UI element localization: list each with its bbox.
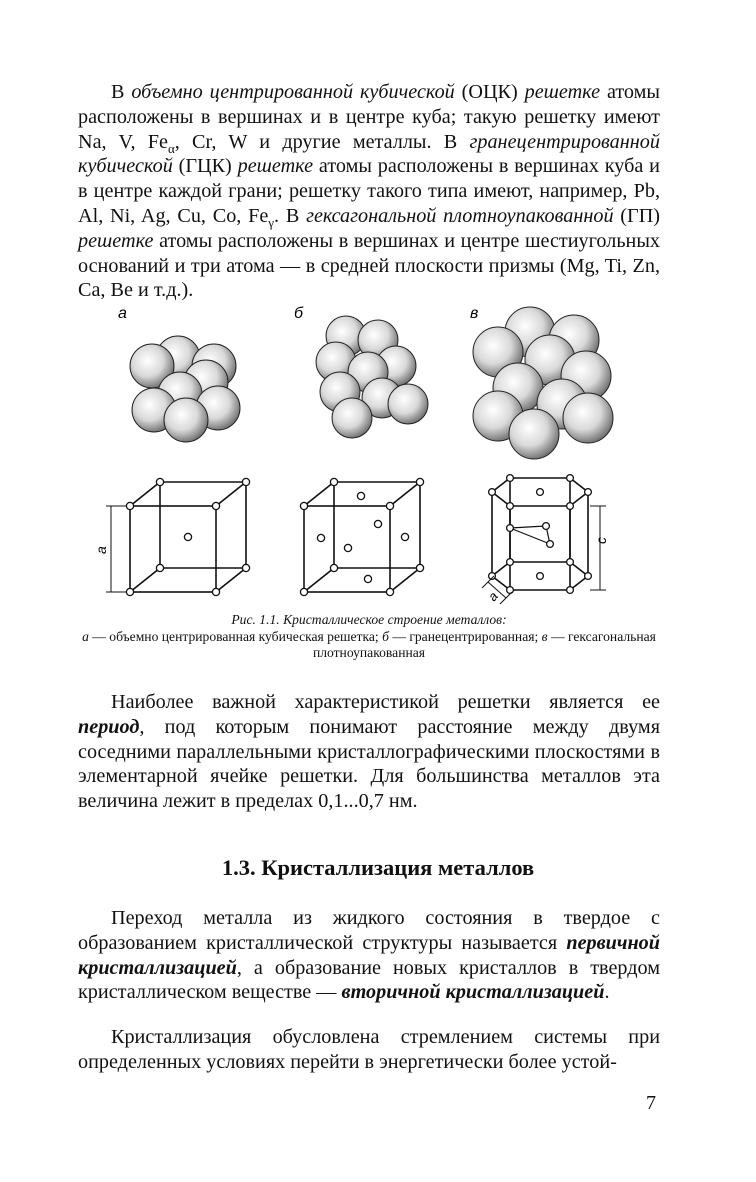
text-segment: гексагональной плотноупакованной xyxy=(306,204,614,227)
text-segment: , Cr, W и другие металлы. В xyxy=(174,130,470,153)
text-segment: . xyxy=(604,981,610,1004)
paragraph-lattice-period xyxy=(78,690,660,814)
text-segment: вторичной кристаллизацией xyxy=(341,981,605,1004)
dimension-label-a-left: а xyxy=(93,546,109,554)
dimension-label-c: с xyxy=(593,537,609,544)
caption-title xyxy=(78,612,660,629)
text-segment: α xyxy=(167,140,175,156)
hcp-atom-model xyxy=(473,307,613,459)
text-segment: (ГП) xyxy=(613,204,661,227)
fcc-unit-cell xyxy=(300,478,423,595)
text-segment: , под которым понимают расстояние между двумя соседними параллельными кристаллографическими плоскостями в элементарной ячейке решетки. Для большинства металлов эта величина лежит в пределах 0,1...0,7 нм. xyxy=(78,715,660,813)
paragraph-crystallization-definition xyxy=(78,906,660,1005)
caption-items xyxy=(82,629,656,661)
text-segment: Переход металла из жидкого состояния в твердое с образованием кристаллической структуры называется xyxy=(78,907,660,954)
caption-text-a: — объемно центрированная кубическая решетка; xyxy=(88,628,383,644)
paragraph-lattice-types xyxy=(78,80,660,303)
caption-text-v: — гексагональная плотноупакованная xyxy=(312,628,656,660)
caption-label-b: б xyxy=(382,628,389,644)
text-segment: атомы расположены в вершинах куба и в центре каждой грани; решетку такого типа имеют, например, Pb, Al, Ni, Ag, Cu, Co, Fe xyxy=(78,155,660,227)
text-segment: В xyxy=(111,81,132,103)
figure-caption xyxy=(78,612,660,662)
caption-text-b: — гранецентрированная; xyxy=(388,628,542,644)
crystal-structure-figure xyxy=(78,300,678,620)
text-segment: (ОЦК) xyxy=(454,81,525,103)
fcc-atom-model xyxy=(316,316,428,438)
text-segment: решетке xyxy=(524,81,601,103)
panel-label-a: а xyxy=(118,305,127,322)
text-segment: Кристаллизация обусловлена стремлением системы при определенных условиях перейти в энергетически более устой- xyxy=(78,1026,660,1073)
bcc-atom-model xyxy=(130,336,240,442)
text-segment: гранецентрированной кубической xyxy=(78,130,660,178)
text-segment: объемно центрированной кубической xyxy=(131,81,455,103)
caption-label-v: в xyxy=(541,628,548,644)
text-segment: атомы расположены в вершинах и центре шестиугольных оснований и три атома — в средней плоскости призмы (Mg, Ti, Zn, Ca, Be и т.д.). xyxy=(78,229,660,302)
dimension-label-a-right: а xyxy=(484,588,501,604)
text-segment: Наиболее важной характеристикой решетки является ее xyxy=(111,691,660,713)
text-segment: решетке xyxy=(237,155,314,178)
section-heading: 1.3. Кристаллизация металлов xyxy=(221,855,535,880)
text-segment: атомы расположены в вершинах и в центре куба; такую решетку имеют Na, V, Fe xyxy=(78,81,660,153)
text-segment: период xyxy=(78,715,140,738)
page-number: 7 xyxy=(646,1092,656,1114)
text-segment: . В xyxy=(274,204,307,227)
text-segment: первичной кристаллизацией xyxy=(78,931,660,979)
text-segment: (ГЦК) xyxy=(172,155,238,178)
hcp-unit-cell xyxy=(482,475,606,604)
caption-label-a: а xyxy=(82,628,89,644)
panel-label-v: в xyxy=(470,305,479,322)
paragraph-crystallization-cause xyxy=(78,1025,660,1075)
bcc-unit-cell xyxy=(106,478,250,595)
caption-title-text: Рис. 1.1. Кристаллическое строение металлов: xyxy=(231,612,507,627)
panel-label-b: б xyxy=(294,305,303,322)
text-segment: решетке xyxy=(78,229,154,252)
text-segment: γ xyxy=(268,215,275,231)
text-segment: , а образование новых кристаллов в твердом кристаллическом веществе — xyxy=(78,956,660,1004)
